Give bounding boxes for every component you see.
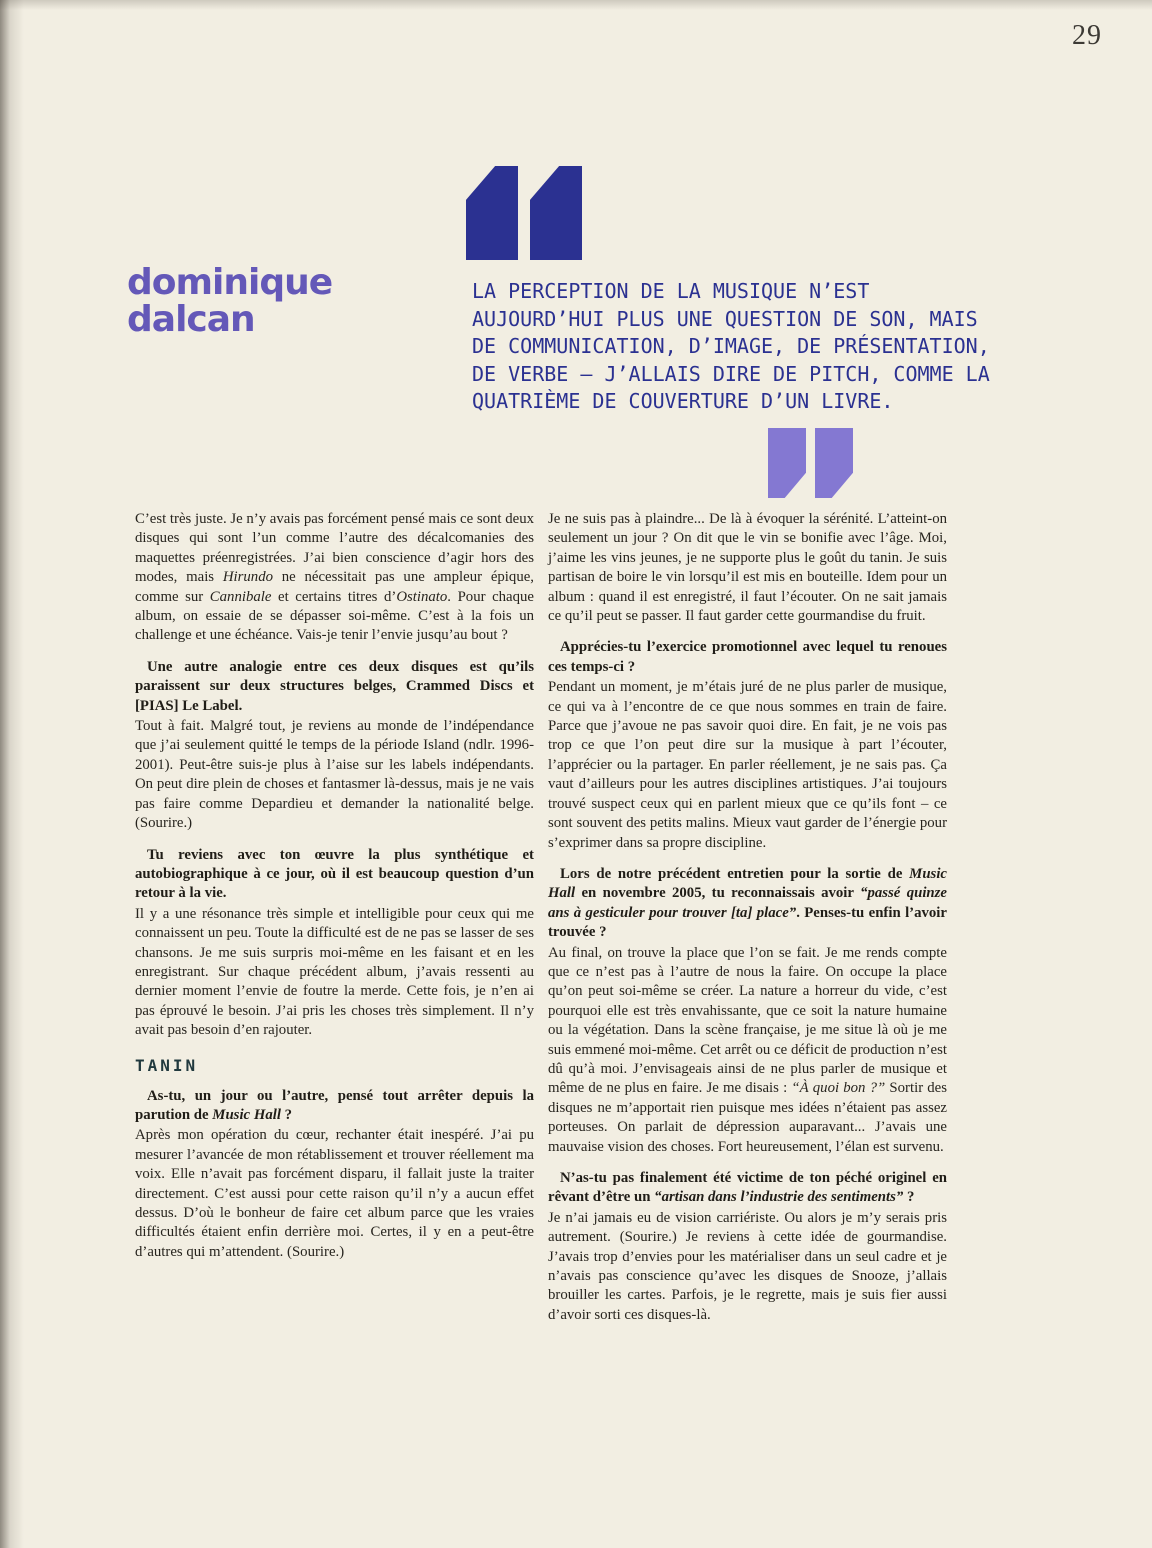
answer-paragraph: Pendant un moment, je m’étais juré de ne plus parler de musique, ce qui va à l’encontre de ce que nous sommes en train de faire. Parce que j’avoue ne pas savoir quoi dire. En fait, je ne vois pas trop ce que l’on peut dire sur la musique à part l’écouter, l’apprécier ou la partager. En parler réellement, je ne sais pas. Ça vaut d’ailleurs pour les autres disciplines artistiques. J’ai toujours trouvé suspect ceux qui en parlent mieux que ce qu’ils font – ce sont souvent des petits malins. Mieux vaut garder de l’énergie pour s’exprimer dans sa propre discipline.: [548, 679, 947, 851]
opening-quote-icon: [466, 166, 582, 260]
page-top-shadow: [0, 0, 1152, 10]
artist-last-name: dalcan: [127, 299, 255, 340]
pull-quote: [472, 278, 1062, 416]
answer-paragraph: Il y a une résonance très simple et intelligible pour ceux qui me connaissent un peu. Toute la difficulté est de ne pas se lasser de ses chansons. Je me suis surpris moi-même en les faisant et en les enregistrant. Sur chaque précédent album, j’avais ressenti au dernier moment l’envie de foutre la merde. Cette fois, je n’en ai pas éprouvé le besoin. J’ai pris les choses très simplement. Il n’y avait pas besoin d’en rajouter.: [135, 905, 534, 1039]
article-body: [135, 510, 947, 1325]
closing-quote-icon: [768, 428, 853, 498]
answer-paragraph: C’est très juste. Je n’y avais pas forcément pensé mais ce sont deux disques qui sont l’un comme l’autre des décalcomanies des maquettes préenregistrées. J’ai bien conscience d’agir hors des modes, mais Hirundo ne nécessitait pas une ampleur épique, comme sur Cannibale et certains titres d’Ostinato. Pour chaque album, on essaie de se dépasser soi-même. C’est à la fois un challenge et une échéance. Vais-je tenir l’envie jusqu’au bout ?: [135, 511, 534, 644]
section-heading-tanin: TANIN: [135, 1055, 199, 1075]
page-edge-shadow: [0, 0, 24, 1548]
artist-first-name: dominique: [127, 262, 333, 303]
question-paragraph: Une autre analogie entre ces deux disques est qu’ils paraissent sur deux structures belges, Crammed Discs et [PIAS] Le Label.: [135, 658, 534, 714]
quote-mark-icon: [466, 166, 518, 260]
page-number: 29: [1072, 20, 1102, 51]
question-paragraph: Apprécies-tu l’exercice promotionnel avec lequel tu renoues ces temps-ci ?: [548, 639, 947, 675]
question-paragraph: N’as-tu pas finalement été victime de ton péché originel en rêvant d’être un “artisan dans l’industrie des sentiments” ?: [548, 1170, 947, 1206]
quote-mark-icon: [815, 428, 853, 498]
answer-paragraph: Après mon opération du cœur, rechanter était inespéré. J’ai pu mesurer l’avancée de mon rétablissement et trouver réellement ma voix. Elle n’avait pas forcément disparu, il fallait juste la traiter directement. C’est aussi pour cette raison qu’il n’y a aucun effet dessus. D’où le bonheur de faire cet album parce que les vraies difficultés étaient enfin derrière moi. Certes, il y en a peut-être d’autres qui m’attendent. (Sourire.): [135, 1127, 534, 1260]
quote-mark-icon: [530, 166, 582, 260]
pull-quote-line: AUJOURD’HUI PLUS UNE QUESTION DE SON, MAIS: [472, 306, 978, 331]
pull-quote-line: DE VERBE – J’ALLAIS DIRE DE PITCH, COMME LA: [472, 361, 990, 386]
answer-paragraph: Je ne suis pas à plaindre... De là à évoquer la sérénité. L’atteint-on seulement un jour ? On dit que le vin se bonifie avec l’âge. Moi, j’aime les vins jeunes, je ne supporte plus le goût du tanin. Je suis partisan de boire le vin lorsqu’il est mis en bouteille. Idem pour un album : quand il est enregistré, il faut l’écouter. On ne sait jamais ce qu’il peut se passer. Il faut garder cette gourmandise du fruit.: [548, 511, 947, 625]
article-column-left: [135, 510, 534, 1325]
pull-quote-line: QUATRIÈME DE COUVERTURE D’UN LIVRE.: [472, 389, 894, 413]
answer-paragraph: Au final, on trouve la place que l’on se fait. Je me rends compte que ce n’est pas à l’autre de nous la faire. On occupe la place qu’on peut soi-même se créer. La nature a horreur du vide, c’est pourquoi elle est très envahissante, que ce soit la nature humaine ou la végétation. Dans la scène française, je me situe là où je me suis emmené moi-même. Cet arrêt ou ce déficit de production n’est dû qu’à moi. J’envisageais ainsi de ne plus parler de musique et même de ne plus en faire. Je me disais : “À quoi bon ?” Sortir des disques ne m’apportait rien puisque mes idées n’étaient pas assez porteuses. On parlait de dépression auparavant... J’avais une mauvaise vision des choses. Fort heureusement, l’élan est survenu.: [548, 944, 948, 1155]
pull-quote-line: LA PERCEPTION DE LA MUSIQUE N’EST: [472, 279, 870, 303]
quote-mark-icon: [768, 428, 806, 498]
answer-paragraph: Je n’ai jamais eu de vision carriériste. Ou alors je m’y serais pris autrement. (Sourire.) Je reviens à cette idée de gourmandise. J’avais trop d’envies pour les matérialiser dans un seul cadre et je n’avais pas conscience qu’avec les disques de Snooze, j’allais brouiller les cartes. Parfois, je le regrette, mais je suis fier aussi d’avoir sorti ces disques-là.: [548, 1209, 947, 1323]
artist-name: [127, 264, 332, 338]
question-paragraph: Lors de notre précédent entretien pour la sortie de Music Hall en novembre 2005, tu reconnaissais avoir “passé quinze ans à gesticuler pour trouver [ta] place”. Penses-tu enfin l’avoir trouvée ?: [548, 865, 947, 941]
article-column-right: [548, 510, 947, 1325]
answer-paragraph: Tout à fait. Malgré tout, je reviens au monde de l’indépendance que j’ai seulement quitté le temps de la période Island (ndlr. 1996-2001). Peut-être suis-je plus à l’aise sur les labels indépendants. On peut dire plein de choses et fantasmer là-dessus, mais je ne vais pas faire comme Depardieu et demander la nationalité belge. (Sourire.): [135, 718, 534, 832]
question-paragraph: Tu reviens avec ton œuvre la plus synthétique et autobiographique à ce jour, où il est beaucoup question d’un retour à la vie.: [135, 846, 534, 902]
pull-quote-line: DE COMMUNICATION, D’IMAGE, DE PRÉSENTATION,: [472, 334, 990, 358]
question-paragraph: As-tu, un jour ou l’autre, pensé tout arrêter depuis la parution de Music Hall ?: [135, 1087, 534, 1123]
